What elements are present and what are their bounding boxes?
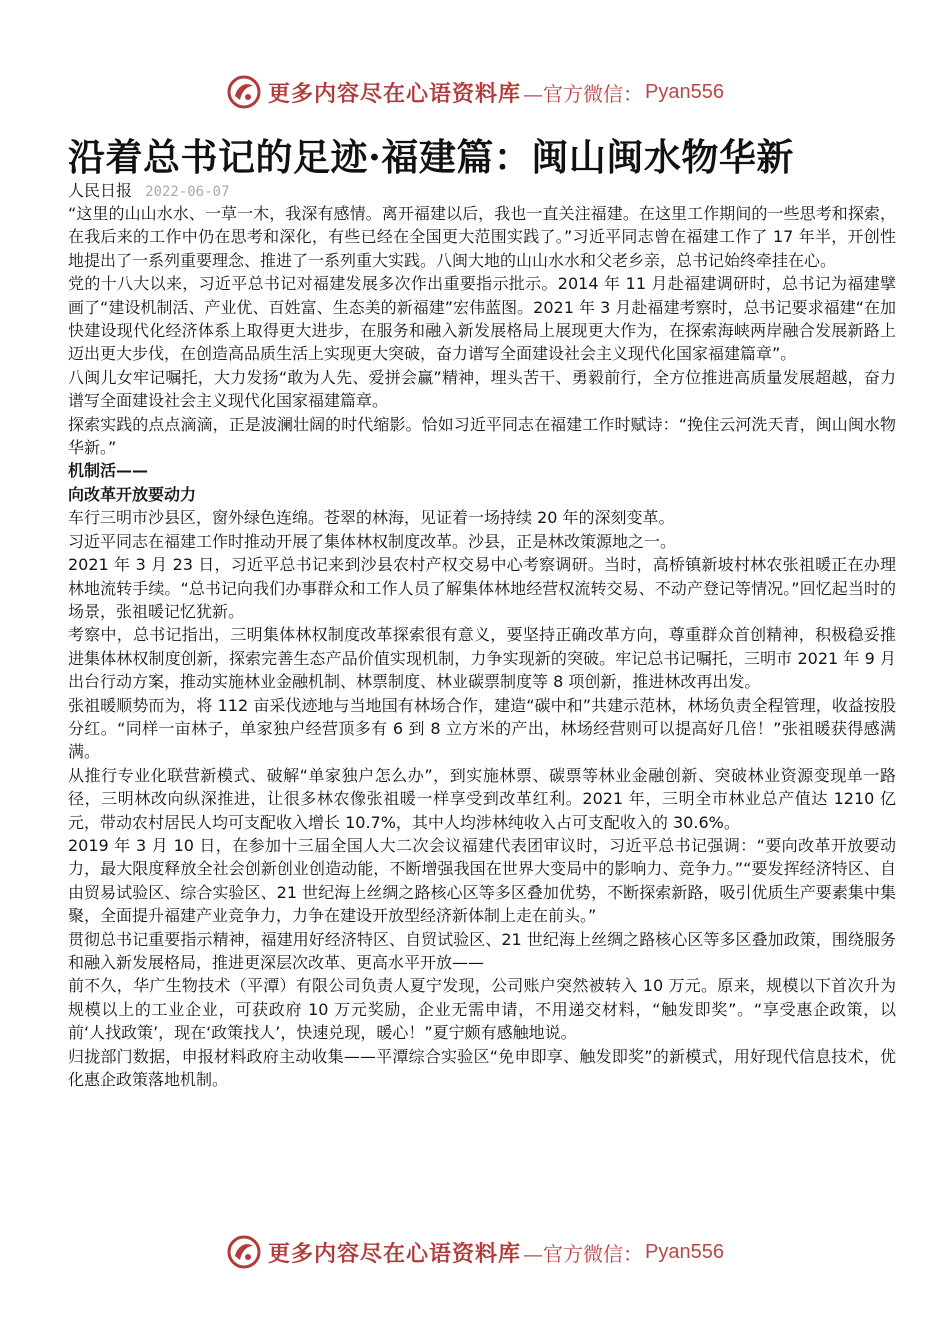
wechat-id: Pyan556 (645, 1240, 724, 1263)
section-heading: 向改革开放要动力 (68, 484, 197, 504)
paragraph: 前不久，华广生物技术（平潭）有限公司负责人夏宁发现，公司账户突然被转入 10 万元。原来，规模以下首次升为规模以上的工业企业，可获政府 10 万元奖励，企业无需申请，不用递交材料，“触发即奖”。“享受惠企政策，以前‘人找政策’，现在‘政策找人’，快速兑现，暖心！”夏宁颇有感触地说。 (68, 976, 896, 1043)
article-body (68, 202, 896, 1091)
article-title: 沿着总书记的足迹·福建篇：闽山闽水物华新 (68, 135, 794, 179)
paragraph: 探索实践的点点滴滴，正是波澜壮阔的时代缩影。恰如习近平同志在福建工作时赋诗：“挽住云河洗天青，闽山闽水物华新。” (68, 414, 896, 458)
paragraph: 归拢部门数据，申报材料政府主动收集——平潭综合实验区“免申即享、触发即奖”的新模式，用好现代信息技术，优化惠企政策落地机制。 (68, 1046, 896, 1090)
article-source: 人民日报 (68, 181, 133, 200)
brand-logo-icon (226, 74, 262, 110)
paragraph: 考察中，总书记指出，三明集体林权制度改革探索很有意义，要坚持正确改革方向，尊重群众首创精神，积极稳妥推进集体林权制度创新，探索完善生态产品价值实现机制，力争实现新的突破。牢记总书记嘱托，三明市 2021 年 9 月出台行动方案，推动实施林业金融机制、林票制度、林业碳票制度等 8 项创新，推进林改再出发。 (68, 625, 896, 692)
paragraph: 从推行专业化联营新模式、破解“单家独户怎么办”，到实施林票、碳票等林业金融创新、突破林业资源变现单一路径，三明林改向纵深推进，让很多林农像张祖暖一样享受到改革红利。2021 年，三明全市林业总产值达 1210 亿元，带动农村居民人均可支配收入增长 10.7%，其中人均涉林纯收入占可支配收入的 30.6%。 (68, 765, 896, 832)
brand-name: 更多内容尽在心语资料库 (268, 80, 522, 107)
paragraph: 车行三明市沙县区，窗外绿色连绵。苍翠的林海，见证着一场持续 20 年的深刻变革。 (68, 508, 675, 528)
wechat-label: —官方微信： (523, 81, 644, 106)
article-date: 2022-06-07 (145, 184, 230, 200)
article-meta (68, 180, 896, 202)
wechat-id: Pyan556 (645, 80, 724, 103)
article (68, 134, 896, 1091)
paragraph: 党的十八大以来，习近平总书记对福建发展多次作出重要指示批示。2014 年 11 月赴福建调研时，总书记为福建擘画了“建设机制活、产业优、百姓富、生态美的新福建”宏伟蓝图。2021 年 3 月赴福建考察时，总书记要求福建“在加快建设现代化经济体系上取得更大进步，在服务和融入新发展格局上展现更大作为，在探索海峡两岸融合发展新路上迈出更大步伐，在创造高品质生活上实现更大突破，奋力谱写全面建设社会主义现代化国家福建篇章”。 (68, 274, 896, 364)
paragraph: 2021 年 3 月 23 日，习近平总书记来到沙县农村产权交易中心考察调研。当时，高桥镇新坡村林农张祖暖正在办理林地流转手续。“总书记向我们办事群众和工作人员了解集体林地经营权流转交易、不动产登记等情况。”回忆起当时的场景，张祖暖记忆犹新。 (68, 555, 896, 621)
paragraph: 习近平同志在福建工作时推动开展了集体林权制度改革。沙县，正是林改策源地之一。 (68, 531, 677, 551)
brand-name: 更多内容尽在心语资料库 (268, 1240, 522, 1267)
paragraph: 八闽儿女牢记嘱托，大力发扬“敢为人先、爱拼会赢”精神，埋头苦干、勇毅前行，全方位推进高质量发展超越，奋力谱写全面建设社会主义现代化国家福建篇章。 (68, 367, 896, 411)
header-banner (0, 72, 950, 112)
section-heading: 机制活—— (68, 461, 149, 481)
brand-logo-icon (226, 1234, 262, 1270)
paragraph: 张祖暖顺势而为，将 112 亩采伐迹地与当地国有林场合作，建造“碳中和”共建示范林，林场负责全程管理，收益按股分红。“同样一亩林子，单家独户经营顶多有 6 到 8 立方米的产出，林场经营则可以提高好几倍！”张祖暖获得感满满。 (68, 695, 896, 762)
footer-banner (0, 1232, 950, 1272)
paragraph: 贯彻总书记重要指示精神，福建用好经济特区、自贸试验区、21 世纪海上丝绸之路核心区等多区叠加政策，围绕服务和融入新发展格局，推进更深层次改革、更高水平开放—— (68, 929, 896, 972)
paragraph: “这里的山山水水、一草一木，我深有感情。离开福建以后，我也一直关注福建。在这里工作期间的一些思考和探索，在我后来的工作中仍在思考和深化，有些已经在全国更大范围实践了。”习近平同志曾在福建工作了 17 年半，开创性地提出了一系列重要理念、推进了一系列重大实践。八闽大地的山山水水和父老乡亲，总书记始终牵挂在心。 (68, 204, 896, 270)
wechat-label: —官方微信： (523, 1241, 644, 1266)
paragraph: 2019 年 3 月 10 日，在参加十三届全国人大二次会议福建代表团审议时，习近平总书记强调：“要向改革开放要动力，最大限度释放全社会创新创业创造动能，不断增强我国在世界大变局中的影响力、竞争力。”“要发挥经济特区、自由贸易试验区、综合实验区、21 世纪海上丝绸之路核心区等多区叠加优势，不断探索新路，吸引优质生产要素集中集聚，全面提升福建产业竞争力，力争在建设开放型经济新体制上走在前头。” (68, 835, 896, 926)
